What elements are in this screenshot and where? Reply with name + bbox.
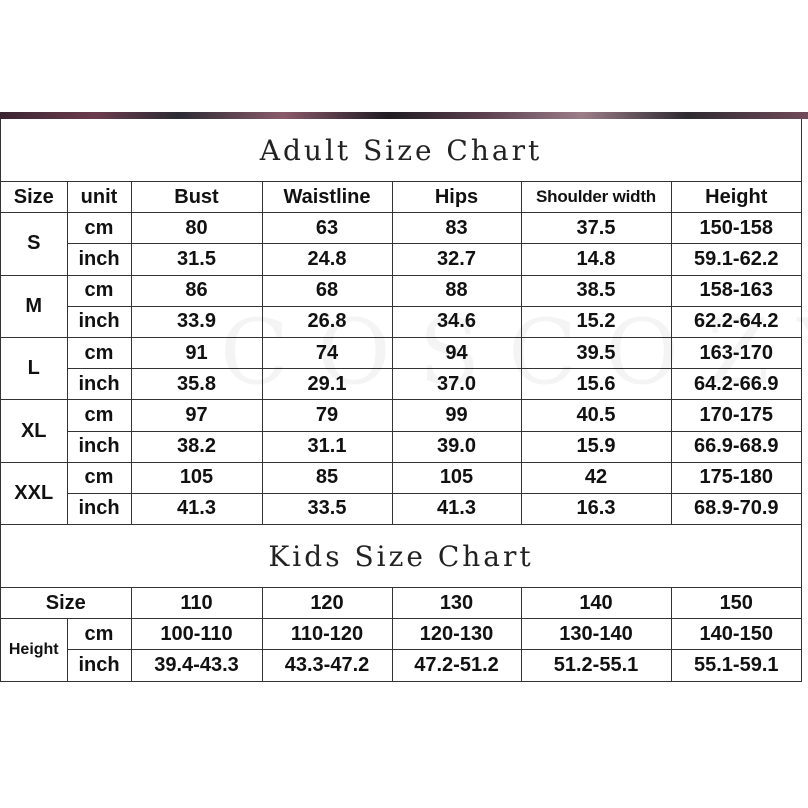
kids-chart-title: Kids Size Chart: [1, 525, 801, 588]
adult-row-inch: [1, 431, 801, 462]
adult-row-inch: [1, 369, 801, 400]
header-bust: Bust: [131, 182, 262, 213]
kids-size: 130: [392, 588, 521, 619]
header-waistline: Waistline: [262, 182, 392, 213]
kids-height-cm-row: [1, 619, 801, 650]
measurement-cm: 63: [262, 213, 392, 244]
adult-row-cm: [1, 337, 801, 368]
measurement-inch: 38.2: [131, 431, 262, 462]
kids-height-cm: 100-110: [131, 619, 262, 650]
header-shoulder-width: Shoulder width: [521, 182, 671, 213]
top-photo-strip: [0, 112, 808, 119]
kids-height-inch-row: [1, 650, 801, 681]
kids-size: 150: [671, 588, 801, 619]
header-size: Size: [1, 182, 67, 213]
measurement-inch: 39.0: [392, 431, 521, 462]
measurement-cm: 170-175: [671, 400, 801, 431]
unit-cm: cm: [67, 400, 131, 431]
adult-size-table: [1, 182, 801, 525]
kids-height-inch: 55.1-59.1: [671, 650, 801, 681]
kids-size-label: Size: [1, 588, 131, 619]
kids-height-inch: 51.2-55.1: [521, 650, 671, 681]
unit-inch: inch: [67, 369, 131, 400]
measurement-inch: 62.2-64.2: [671, 306, 801, 337]
adult-row-inch: [1, 493, 801, 524]
measurement-cm: 158-163: [671, 275, 801, 306]
measurement-cm: 99: [392, 400, 521, 431]
kids-size-row: [1, 588, 801, 619]
measurement-inch: 31.5: [131, 244, 262, 275]
header-height: Height: [671, 182, 801, 213]
measurement-inch: 33.5: [262, 493, 392, 524]
measurement-inch: 59.1-62.2: [671, 244, 801, 275]
unit-inch: inch: [67, 493, 131, 524]
measurement-inch: 66.9-68.9: [671, 431, 801, 462]
measurement-cm: 97: [131, 400, 262, 431]
kids-height-cm: 120-130: [392, 619, 521, 650]
measurement-inch: 35.8: [131, 369, 262, 400]
size-label: S: [1, 213, 67, 275]
measurement-inch: 33.9: [131, 306, 262, 337]
kids-height-cm: 140-150: [671, 619, 801, 650]
measurement-cm: 40.5: [521, 400, 671, 431]
size-chart-sheet: [0, 119, 802, 682]
measurement-cm: 42: [521, 462, 671, 493]
measurement-cm: 80: [131, 213, 262, 244]
size-label: XL: [1, 400, 67, 462]
unit-cm: cm: [67, 275, 131, 306]
measurement-inch: 29.1: [262, 369, 392, 400]
unit-cm: cm: [67, 337, 131, 368]
adult-row-cm: [1, 213, 801, 244]
measurement-cm: 85: [262, 462, 392, 493]
unit-inch: inch: [67, 306, 131, 337]
measurement-inch: 16.3: [521, 493, 671, 524]
measurement-cm: 175-180: [671, 462, 801, 493]
measurement-cm: 83: [392, 213, 521, 244]
measurement-inch: 37.0: [392, 369, 521, 400]
measurement-cm: 88: [392, 275, 521, 306]
measurement-inch: 15.2: [521, 306, 671, 337]
adult-row-cm: [1, 462, 801, 493]
unit-inch: inch: [67, 650, 131, 681]
kids-height-inch: 47.2-51.2: [392, 650, 521, 681]
unit-cm: cm: [67, 619, 131, 650]
header-hips: Hips: [392, 182, 521, 213]
kids-height-inch: 39.4-43.3: [131, 650, 262, 681]
kids-size: 110: [131, 588, 262, 619]
measurement-cm: 91: [131, 337, 262, 368]
measurement-inch: 24.8: [262, 244, 392, 275]
kids-size: 140: [521, 588, 671, 619]
kids-height-inch: 43.3-47.2: [262, 650, 392, 681]
kids-size: 120: [262, 588, 392, 619]
header-unit: unit: [67, 182, 131, 213]
unit-inch: inch: [67, 244, 131, 275]
measurement-cm: 37.5: [521, 213, 671, 244]
measurement-cm: 79: [262, 400, 392, 431]
measurement-cm: 105: [392, 462, 521, 493]
measurement-cm: 39.5: [521, 337, 671, 368]
measurement-cm: 150-158: [671, 213, 801, 244]
adult-row-cm: [1, 400, 801, 431]
measurement-cm: 163-170: [671, 337, 801, 368]
adult-row-inch: [1, 244, 801, 275]
adult-row-cm: [1, 275, 801, 306]
measurement-cm: 74: [262, 337, 392, 368]
unit-cm: cm: [67, 213, 131, 244]
kids-height-cm: 130-140: [521, 619, 671, 650]
unit-cm: cm: [67, 462, 131, 493]
unit-inch: inch: [67, 431, 131, 462]
kids-height-cm: 110-120: [262, 619, 392, 650]
kids-height-label: Height: [1, 619, 67, 681]
adult-header-row: [1, 182, 801, 213]
measurement-inch: 32.7: [392, 244, 521, 275]
measurement-inch: 26.8: [262, 306, 392, 337]
measurement-cm: 68: [262, 275, 392, 306]
measurement-inch: 68.9-70.9: [671, 493, 801, 524]
measurement-inch: 64.2-66.9: [671, 369, 801, 400]
measurement-inch: 41.3: [392, 493, 521, 524]
measurement-inch: 14.8: [521, 244, 671, 275]
measurement-cm: 86: [131, 275, 262, 306]
measurement-inch: 34.6: [392, 306, 521, 337]
size-label: XXL: [1, 462, 67, 524]
measurement-cm: 105: [131, 462, 262, 493]
size-label: L: [1, 337, 67, 399]
measurement-inch: 15.6: [521, 369, 671, 400]
measurement-cm: 38.5: [521, 275, 671, 306]
measurement-cm: 94: [392, 337, 521, 368]
kids-size-table: [1, 588, 801, 682]
measurement-inch: 41.3: [131, 493, 262, 524]
size-label: M: [1, 275, 67, 337]
adult-row-inch: [1, 306, 801, 337]
measurement-inch: 31.1: [262, 431, 392, 462]
measurement-inch: 15.9: [521, 431, 671, 462]
adult-chart-title: Adult Size Chart: [1, 119, 801, 182]
